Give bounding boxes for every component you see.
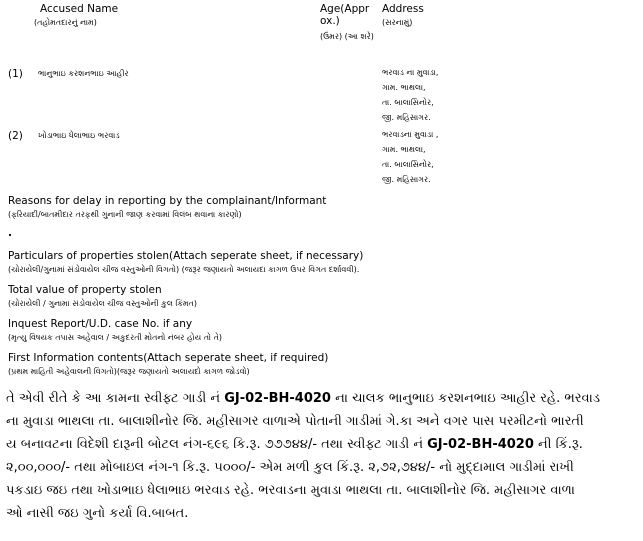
accused-index: (1) bbox=[8, 68, 23, 80]
accused-address-line: જી. મહિસાગર. bbox=[382, 113, 431, 122]
reasons-delay-value: . bbox=[8, 227, 12, 239]
accused-address-line: ગામ. ભાથલા, bbox=[382, 83, 426, 92]
address-header-gujarati: (સરનામું) bbox=[382, 18, 413, 27]
accused-address-line: જી. મહિસાગર. bbox=[382, 175, 431, 184]
narrative-line: ૨,૦૦,૦૦૦/- તથા મોબાઇલ નંગ-૧ કિ.રૂ. ૫૦૦૦/- એમ મળી કુલ કિં.રૂ. ૨,૭૨,૭૪૪/- નો મુદ્દામાલ ગાડીમાં રાખી bbox=[6, 460, 574, 475]
accused-address-line: ભરવાડના મુવાડા , bbox=[382, 130, 439, 139]
accused-address-line: ગામ. ભાથલા, bbox=[382, 145, 426, 154]
inquest-report-label: Inquest Report/U.D. case No. if any bbox=[8, 318, 193, 330]
accused-name: ખોડાભાઇ ધેલાભાઇ ભરવાડ bbox=[38, 131, 120, 140]
reasons-delay-label: Reasons for delay in reporting by the complainant/Informant bbox=[8, 195, 327, 207]
narrative-line: તે એવી રીતે કે આ કામના સ્વીફ્ટ ગાડી નં GJ-02-BH-4020 ના ચાલક ભાનુભાઇ કરશનભાઇ આહીર રહે. ભરવાડ bbox=[6, 391, 600, 406]
total-value-label: Total value of property stolen bbox=[8, 284, 162, 296]
total-value-label-gujarati: (ચોરાયેલી / ગુનામા સંડોવાયેલ ચીજ વસ્તુઓની કુલ કિંમત) bbox=[8, 299, 197, 308]
inquest-report-label-gujarati: (મૃત્યુ વિષયક તપાસ અહેવાલ / અકુદરતી મોતનો નંબર હોય તો તે) bbox=[8, 333, 222, 342]
address-header: Address bbox=[382, 3, 424, 15]
accused-address-line: તા. બાલાસિનોર, bbox=[382, 98, 434, 107]
narrative-line: ય બનાવટના વિદેશી દારૂની બોટલ નંગ-૬૯૬ કિ.રૂ. ૭૭૭૪૪/- તથા સ્વીફ્ટ ગાડી નં GJ-02-BH-4020 ની કિં.રૂ. bbox=[6, 437, 583, 452]
narrative-line: પકડાઇ જઇ તથા ખોડાભાઇ ધેલાભાઇ ભરવાડ રહે. ભરવાડના મુવાડા ભાથલા તા. બાલાશીનોર જિ. મહીસાગર વાળા bbox=[6, 483, 575, 498]
accused-index: (2) bbox=[8, 130, 23, 142]
narrative-line: ના મુવાડા ભાથલા તા. બાલાશીનોર જિ. મહીસાગર વાળાએ પોતાની ગાડીમાં ગે.કા અને વગર પાસ પરમીટનો ભારતી bbox=[6, 414, 584, 429]
age-header-gujarati: (ઉંમર) (આ શરે) bbox=[320, 32, 374, 41]
accused-name-header-gujarati: (તહોમતદારનું નામ) bbox=[34, 18, 97, 27]
properties-stolen-label-gujarati: (ચોરાયેલી/ગુનામાં સંડોવાયેલ ચીજ વસ્તુઓની વિગતો) (જરૂર જણાયતો અલાયદા કાગળ ઉપર વિગત દર્શાવવી). bbox=[8, 265, 360, 274]
accused-name: ભાનુભાઇ કરશનભાઇ આહીર bbox=[38, 69, 129, 78]
first-information-label-gujarati: (પ્રથમ માહિતી અહેવાલની વિગતો)(જરૂર જણાયતો અલાયદો કાગળ જોડવો) bbox=[8, 367, 250, 376]
vehicle-number: GJ-02-BH-4020 bbox=[427, 437, 534, 452]
reasons-delay-label-gujarati: (ફરિયાદી/બાતમીદાર તરફથી ગુનાની જાણ કરવામાં વિલંબ થવાના કારણો) bbox=[8, 210, 242, 219]
accused-name-header: Accused Name bbox=[40, 3, 119, 15]
accused-address-line: ભરવાડ ના મુવાડા, bbox=[382, 68, 439, 77]
first-information-label: First Information contents(Attach seperate sheet, if required) bbox=[8, 352, 329, 364]
vehicle-number: GJ-02-BH-4020 bbox=[224, 391, 331, 406]
accused-address-line: તા. બાલાસિનોર, bbox=[382, 160, 434, 169]
age-header: Age(Appr ox.) bbox=[320, 3, 370, 27]
properties-stolen-label: Particulars of properties stolen(Attach seperate sheet, if necessary) bbox=[8, 250, 364, 262]
narrative-line: ઓ નાસી જઇ ગુનો કર્યા વિ.બાબત. bbox=[6, 506, 189, 521]
